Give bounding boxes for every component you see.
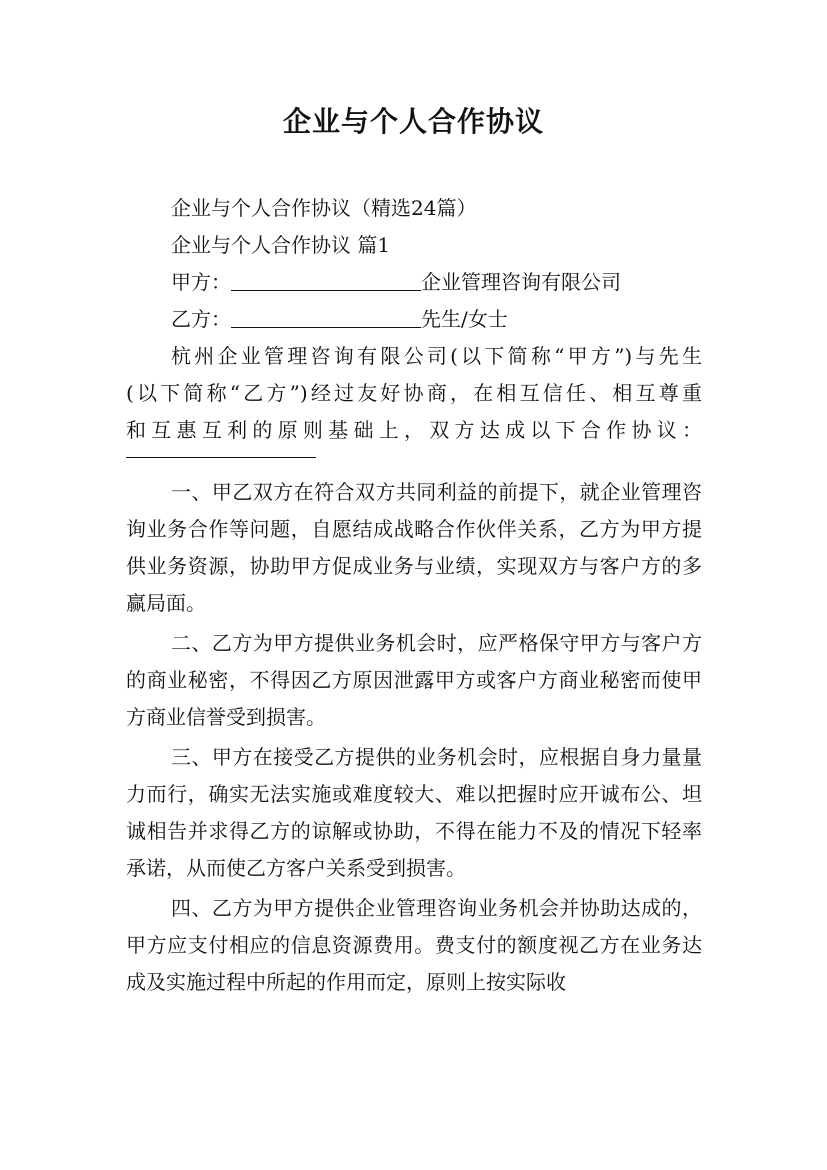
intro-line-3: 和互惠互利的原则基础上，双方达成以下合作协议： <box>126 418 702 442</box>
clause-4: 四、乙方为甲方提供企业管理咨询业务机会并协助达成的，甲方应支付相应的信息资源费用。费支付的额度视乙方在业务达成及实施过程中所起的作用而定，原则上按实际收 <box>126 896 702 994</box>
section-heading: 企业与个人合作协议 篇1 <box>171 233 391 257</box>
document-body <box>126 190 702 1001</box>
party-a-line <box>126 264 702 301</box>
signature-rule <box>126 457 316 458</box>
party-b-blank <box>231 305 421 328</box>
intro-line-2: (以下简称“乙方”)经过友好协商，在相互信任、相互尊重 <box>126 381 702 405</box>
document-subtitle: 企业与个人合作协议（精选24篇） <box>171 196 477 220</box>
party-a-label: 甲方： <box>171 270 231 294</box>
intro-line-1: 杭州企业管理咨询有限公司(以下简称“甲方”)与先生 <box>171 344 702 368</box>
document-title: 企业与个人合作协议 <box>282 105 544 138</box>
party-b-suffix: 先生/女士 <box>421 307 508 331</box>
party-b-line <box>126 301 702 338</box>
clause-1: 一、甲乙双方在符合双方共同利益的前提下，就企业管理咨询业务合作等问题，自愿结成战略合作伙伴关系，乙方为甲方提供业务资源，协助甲方促成业务与业绩，实现双方与客户方的多赢局面。 <box>126 480 702 615</box>
party-b-label: 乙方： <box>171 307 231 331</box>
party-a-blank <box>231 268 421 291</box>
party-a-suffix: 企业管理咨询有限公司 <box>421 270 621 294</box>
clause-3: 三、甲方在接受乙方提供的业务机会时，应根据自身力量量力而行，确实无法实施或难度较大、难以把握时应开诚布公、坦诚相告并求得乙方的谅解或协助，不得在能力不及的情况下轻率承诺，从而使乙方客户关系受到损害。 <box>126 745 702 880</box>
clause-2: 二、乙方为甲方提供业务机会时，应严格保守甲方与客户方的商业秘密，不得因乙方原因泄露甲方或客户方商业秘密而使甲方商业信誉受到损害。 <box>126 631 702 729</box>
